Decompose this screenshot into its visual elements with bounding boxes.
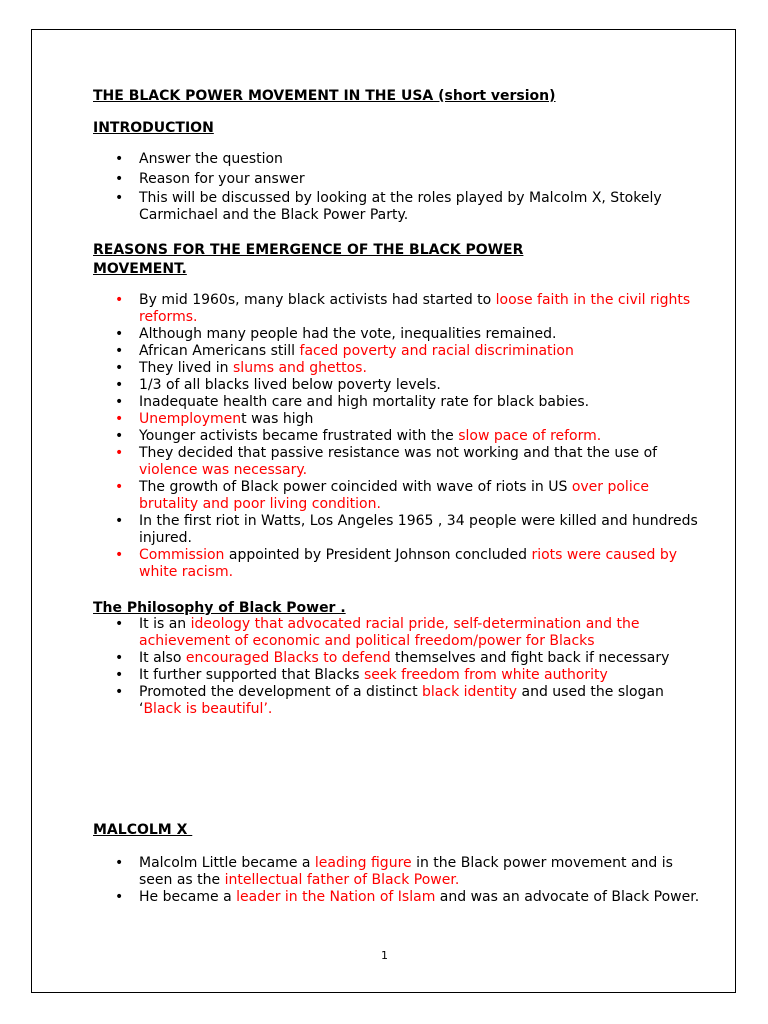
bullet-icon: •: [115, 360, 124, 376]
text-run: t was high: [241, 411, 314, 427]
list-item: [32, 547, 737, 581]
highlighted-text: over police brutality and poor living condition.: [139, 479, 650, 512]
highlighted-text: intellectual father of Black Power.: [224, 872, 460, 888]
highlighted-text: faced poverty and racial discrimination: [299, 343, 574, 359]
page-number: 1: [381, 949, 388, 962]
bullet-icon: •: [115, 343, 124, 359]
list-item: [32, 889, 737, 906]
bullet-icon: •: [115, 292, 124, 308]
bullet-icon: •: [115, 326, 124, 342]
document-page: [31, 29, 736, 993]
philosophy-heading: The Philosophy of Black Power .: [93, 600, 346, 616]
list-item: [32, 292, 737, 326]
list-item: [32, 650, 737, 667]
list-item: [32, 394, 737, 411]
bullet-icon: •: [115, 411, 124, 427]
highlighted-text: Unemploymen: [139, 411, 242, 427]
highlighted-text: violence was necessary.: [139, 462, 308, 478]
text-run: Answer the question: [139, 151, 283, 167]
text-run: Reason for your answer: [139, 170, 305, 187]
bullet-icon: •: [115, 151, 124, 167]
bullet-icon: •: [115, 547, 124, 563]
highlighted-text: leading figure: [314, 855, 412, 871]
highlighted-text: seek freedom from white authority: [364, 667, 608, 683]
highlighted-text: ideology that advocated racial pride, self-determination and the achievement of economic and political freedom/power for Blacks: [139, 616, 640, 649]
list-item: [32, 667, 737, 684]
bullet-icon: •: [115, 855, 124, 871]
list-item: [32, 479, 737, 513]
list-item: [32, 428, 737, 445]
list-item: [32, 360, 737, 377]
highlighted-text: loose faith in the civil rights reforms.: [139, 292, 691, 325]
introduction-list: [32, 151, 737, 227]
text-run: In the first riot in Watts, Los Angeles 1965 , 34 people were killed and hundreds injured.: [139, 513, 698, 546]
bullet-icon: •: [115, 428, 124, 444]
bullet-icon: •: [115, 616, 124, 632]
text-run: Malcolm Little became a: [139, 855, 315, 871]
text-run: It is an: [139, 616, 191, 632]
malcolm-x-heading: MALCOLM X: [93, 822, 193, 838]
text-run: Younger activists became frustrated with the: [139, 428, 459, 444]
text-run: Inadequate health care and high mortality rate for black babies.: [139, 394, 590, 410]
list-item: [32, 855, 737, 889]
list-item: [32, 171, 737, 188]
text-run: themselves and fight back if necessary: [390, 650, 670, 666]
bullet-icon: •: [115, 445, 124, 461]
text-run: It further supported that Blacks: [139, 667, 365, 683]
bullet-icon: •: [115, 479, 124, 495]
bullet-icon: •: [115, 667, 124, 683]
text-run: By mid 1960s, many black activists had started to: [139, 292, 496, 308]
highlighted-text: black identity: [422, 684, 518, 700]
highlighted-text: Commission: [139, 547, 225, 563]
highlighted-text: leader in the Nation of Islam: [236, 889, 436, 905]
text-run: and used the slogan ‘: [139, 684, 664, 717]
text-run: They decided that passive resistance was not working and that the use of: [139, 445, 658, 461]
document-title: THE BLACK POWER MOVEMENT IN THE USA (short version): [93, 88, 556, 104]
list-item: [32, 513, 737, 547]
list-item: [32, 684, 737, 718]
philosophy-list: [32, 616, 737, 718]
list-item: [32, 616, 737, 650]
highlighted-text: encouraged Blacks to defend: [185, 650, 391, 666]
highlighted-text: Black is beautiful’.: [143, 701, 273, 717]
list-item: [32, 151, 737, 168]
list-item: [32, 445, 737, 479]
text-run: Although many people had the vote, inequalities remained.: [139, 326, 557, 342]
text-run: They lived in: [139, 360, 234, 376]
text-run: He became a: [139, 889, 237, 905]
text-run: This will be discussed by looking at the roles played by Malcolm X, Stokely Carmichael and the Black Power Party.: [139, 190, 662, 223]
highlighted-text: riots were caused by white racism.: [139, 547, 678, 580]
malcolm-x-list: [32, 855, 737, 906]
text-run: 1/3 of all blacks lived below poverty levels.: [139, 377, 441, 393]
list-item: [32, 326, 737, 343]
reasons-heading: REASONS FOR THE EMERGENCE OF THE BLACK POWER MOVEMENT.: [93, 242, 524, 277]
text-run: The growth of Black power coincided with wave of riots in US: [139, 479, 572, 495]
text-run: Promoted the development of a distinct: [139, 684, 423, 700]
bullet-icon: •: [115, 650, 124, 666]
bullet-icon: •: [115, 377, 124, 393]
list-item: [32, 377, 737, 394]
bullet-icon: •: [115, 394, 124, 410]
bullet-icon: •: [115, 684, 124, 700]
list-item: [32, 343, 737, 360]
bullet-icon: •: [115, 190, 124, 206]
bullet-icon: •: [115, 170, 124, 187]
reasons-list: [32, 292, 737, 581]
highlighted-text: slow pace of reform.: [458, 428, 602, 444]
text-run: It also: [139, 650, 186, 666]
bullet-icon: •: [115, 513, 124, 529]
text-run: and was an advocate of Black Power.: [435, 889, 700, 905]
list-item: [32, 190, 737, 224]
introduction-heading: INTRODUCTION: [93, 120, 214, 136]
text-run: African Americans still: [139, 343, 300, 359]
bullet-icon: •: [115, 889, 124, 905]
text-run: appointed by President Johnson concluded: [224, 547, 532, 563]
text-run: in the Black power movement and is seen as the: [139, 855, 673, 888]
highlighted-text: slums and ghettos.: [233, 360, 367, 376]
list-item: [32, 411, 737, 428]
